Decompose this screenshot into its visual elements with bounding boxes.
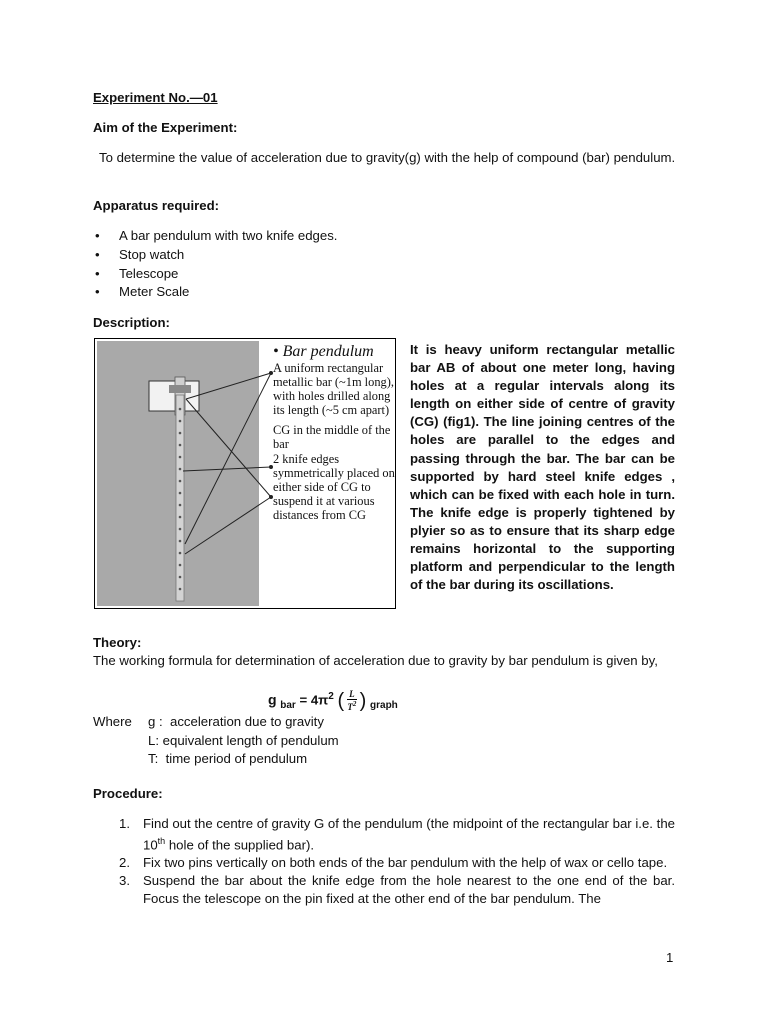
step-text-main: Find out the centre of gravity G of the pendulum (the midpoint of the rectangular bar i.e. the 10 bbox=[143, 816, 675, 853]
definition-value: acceleration due to gravity bbox=[170, 714, 324, 729]
figure-annotation-cg: CG in the middle of the bar bbox=[273, 423, 391, 451]
procedure-heading: Procedure: bbox=[93, 786, 163, 801]
definition-symbol: T: bbox=[148, 751, 159, 766]
figure-title-text: Bar pendulum bbox=[282, 343, 374, 360]
step-text: Fix two pins vertically on both ends of the bar pendulum with the help of wax or cello tape. bbox=[143, 854, 668, 870]
step-number: 3. bbox=[119, 872, 130, 888]
definition-symbol: L: bbox=[148, 732, 159, 748]
fraction-denominator-power: 2 bbox=[352, 699, 357, 708]
figure-annotation-knife: 2 knife edges symmetrically placed on either side of CG to suspend it at various distances from CG bbox=[273, 452, 395, 522]
step-text bbox=[143, 815, 675, 854]
formula-eq: = 4π bbox=[299, 692, 329, 708]
list-item bbox=[93, 854, 675, 872]
paren-right-icon: ) bbox=[359, 689, 367, 712]
figure-title: • Bar pendulum bbox=[273, 343, 374, 360]
fraction-denominator-base: T bbox=[347, 701, 353, 712]
list-item bbox=[93, 283, 337, 302]
list-item bbox=[93, 265, 337, 284]
formula-rhs-sub: graph bbox=[370, 700, 398, 712]
bullet-icon: • bbox=[95, 228, 100, 243]
formula-fraction bbox=[347, 690, 357, 712]
apparatus-item-label: Stop watch bbox=[119, 246, 185, 262]
apparatus-item-label: Meter Scale bbox=[119, 284, 190, 300]
figure-annotation-bar: A uniform rectangular metallic bar (~1m long), with holes drilled along its length (~5 cm apart) bbox=[273, 361, 394, 417]
apparatus-list bbox=[93, 227, 337, 302]
definition-text bbox=[148, 750, 307, 768]
theory-text: The working formula for determination of acceleration due to gravity by bar pendulum is given by, bbox=[93, 653, 658, 668]
step-text-sup: th bbox=[157, 835, 166, 846]
definition-text bbox=[148, 713, 324, 731]
step-text-tail: hole of the supplied bar). bbox=[165, 837, 315, 853]
experiment-title: Experiment No.—01 bbox=[93, 90, 218, 105]
aim-text-body: To determine the value of acceleration due to gravity(g) with the help of compound (bar) pendulum. bbox=[99, 150, 676, 165]
knife-edge-top bbox=[169, 385, 191, 393]
metal-bar bbox=[176, 395, 184, 601]
definition-symbol: g : bbox=[148, 714, 163, 729]
step-number: 1. bbox=[119, 816, 130, 831]
theory-heading: Theory: bbox=[93, 635, 142, 650]
list-item bbox=[93, 246, 337, 265]
definition-text bbox=[148, 732, 339, 750]
definition-value: equivalent length of pendulum bbox=[162, 732, 339, 748]
list-item bbox=[93, 872, 675, 908]
bullet-icon: • bbox=[95, 246, 100, 262]
step-number: 2. bbox=[119, 854, 130, 870]
apparatus-item-label: Telescope bbox=[119, 265, 179, 281]
formula-lhs-sub: bar bbox=[280, 700, 296, 712]
apparatus-heading: Apparatus required: bbox=[93, 198, 220, 213]
working-formula bbox=[268, 688, 398, 715]
figure-annotations bbox=[273, 343, 395, 522]
formula-lhs: g bbox=[268, 691, 277, 708]
page-number: 1 bbox=[666, 950, 674, 965]
procedure-list bbox=[93, 815, 675, 907]
paren-left-icon: ( bbox=[337, 689, 345, 712]
where-label: Where bbox=[93, 714, 132, 729]
apparatus-item-label: A bar pendulum with two knife edges. bbox=[119, 228, 338, 243]
list-item bbox=[93, 227, 337, 246]
formula-power: 2 bbox=[328, 691, 334, 702]
definition-value: time period of pendulum bbox=[165, 751, 308, 766]
step-text: Suspend the bar about the knife edge from the hole nearest to the one end of the bar. Focus the telescope on the pin fixed at the other end of the bar pendulum. The bbox=[143, 872, 675, 906]
aim-heading: Aim of the Experiment: bbox=[93, 120, 238, 135]
bullet-icon: • bbox=[95, 265, 100, 281]
list-item bbox=[93, 815, 675, 854]
bar-pendulum-figure bbox=[94, 338, 396, 609]
bullet-icon: • bbox=[95, 284, 100, 300]
fraction-denominator bbox=[347, 700, 357, 712]
description-heading: Description: bbox=[93, 315, 170, 330]
fraction-numerator: L bbox=[349, 688, 355, 699]
description-text: It is heavy uniform rectangular metallic bar AB of about one meter long, having holes at a regular intervals along its length on either side of centre of gravity (CG) (fig1). The line joining centres of the holes are parallel to the edges and passing through the bar. The bar can be supported by hard steel knife edges , which can be fixed with each hole in turn. The knife edge is properly tightened by plyier so as to ensure that its sharp edge remains horizontal to the supporting platform and perpendicular to the length of the bar during its oscillations. bbox=[410, 342, 675, 593]
aim-text bbox=[93, 149, 683, 167]
